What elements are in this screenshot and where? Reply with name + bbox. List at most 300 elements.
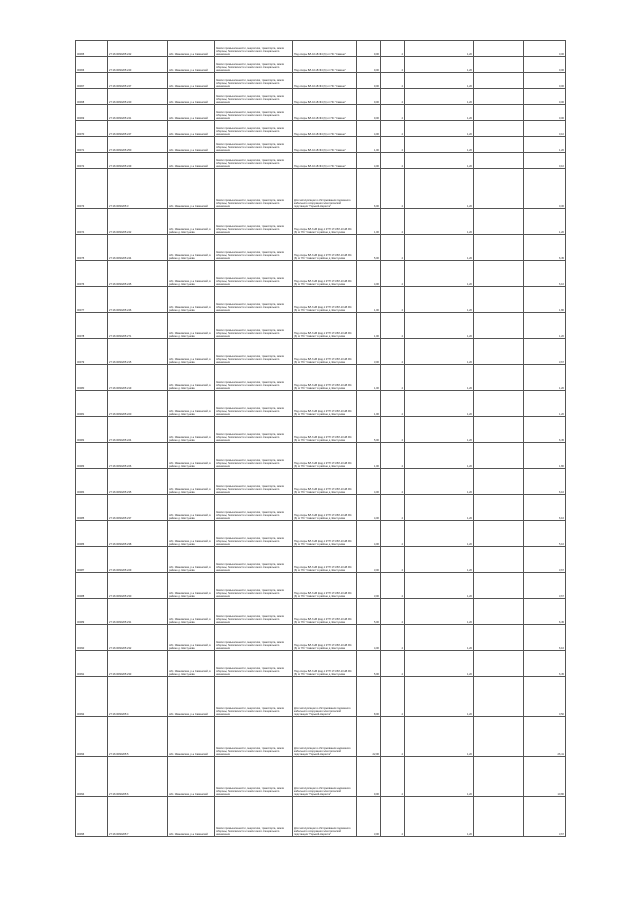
cell-total: 1,80: [524, 287, 566, 313]
cell-cadastral-number: 27:16:0060205:229: [108, 547, 168, 573]
cell-permitted-use: Под опоры ВЛ-6 кВ фид.1 КТП 171 ВЛ-10 кВ Ф4 (6) от ПС "Савино" в районе д. Шестунова: [293, 287, 357, 313]
cell-area: 1,00: [357, 443, 381, 469]
table-row: [76, 121, 566, 137]
cell-coefficient: 1,20: [405, 797, 474, 837]
cell-rate: 4: [381, 153, 405, 169]
table-row: [76, 757, 566, 797]
cell-area: 8,00: [357, 677, 381, 717]
cell-coefficient: 1,20: [405, 169, 474, 209]
table-row: [76, 339, 566, 365]
cell-cadastral-number: 27:16:0060205:271: [108, 313, 168, 339]
cell-address: обл. Ивановская, р-н Савинский: [168, 717, 215, 757]
cell-rate: 4: [381, 391, 405, 417]
cell-total: 3,67: [524, 339, 566, 365]
cell-row-number: 00081: [76, 391, 108, 417]
cell-extra: [474, 105, 524, 121]
cell-address: обл. Ивановская, р-н Савинский: [168, 757, 215, 797]
cell-row-number: 00070: [76, 121, 108, 137]
cell-coefficient: 1,20: [405, 41, 474, 57]
cell-row-number: 00077: [76, 287, 108, 313]
cell-total: 0,36: [524, 169, 566, 209]
cell-rate: 4: [381, 105, 405, 121]
cell-total: 1,20: [524, 209, 566, 235]
cell-coefficient: 1,20: [405, 599, 474, 625]
cell-permitted-use: Под опоры ВЛ-6 кВ фид.1 КТП 171 ВЛ-10 кВ Ф4 (6) от ПС "Савино" в районе д. Шестунова: [293, 235, 357, 261]
cell-coefficient: 1,20: [405, 261, 474, 287]
cell-permitted-use: Под опоры ВЛ-6 кВ фид.1 КТП 171 ВЛ-10 кВ Ф4 (6) от ПС "Савино" в районе д. Шестунова: [293, 365, 357, 391]
cell-total: 10,80: [524, 757, 566, 797]
cell-extra: [474, 73, 524, 89]
cell-land-category: Земли промышленности, энергетики, транспорта, земли обороны, безопасности и земли иного специального назначения: [215, 153, 293, 169]
cell-area: 9,00: [357, 105, 381, 121]
table-row: [76, 365, 566, 391]
cell-address: обл. Ивановская, р-н Савинский: [168, 137, 215, 153]
cell-total: 6,16: [524, 261, 566, 287]
cell-rate: 4: [381, 521, 405, 547]
cell-permitted-use: Для эксплуатации и обслуживания надземного кабельного сооружения электрической подстанции "Горький-Нерехта": [293, 717, 357, 757]
cell-land-category: Земли промышленности, энергетики, транспорта, земли обороны, безопасности и земли иного специального назначения: [215, 235, 293, 261]
cell-coefficient: 1,20: [405, 209, 474, 235]
cell-extra: [474, 235, 524, 261]
cell-permitted-use: Для эксплуатации и обслуживания подземного кабельного сооружения электрической подстанции "Горький-Нерехта": [293, 677, 357, 717]
cell-extra: [474, 339, 524, 365]
cell-row-number: 00084: [76, 469, 108, 495]
cell-address: обл. Ивановская, р-н Савинский, в районе д. Шестунова: [168, 287, 215, 313]
cell-cadastral-number: 27:16:0060205:215: [108, 339, 168, 365]
cell-cadastral-number: 27:16:0060205:230: [108, 573, 168, 599]
cell-extra: [474, 757, 524, 797]
cell-extra: [474, 651, 524, 677]
cell-rate: 4: [381, 757, 405, 797]
cell-address: обл. Ивановская, р-н Савинский: [168, 57, 215, 73]
cell-land-category: Земли промышленности, энергетики, транспорта, земли обороны, безопасности и земли иного специального назначения: [215, 573, 293, 599]
cell-extra: [474, 261, 524, 287]
cell-address: обл. Ивановская, р-н Савинский, в районе д. Шестунова: [168, 339, 215, 365]
cell-rate: 4: [381, 677, 405, 717]
land-plots-sheet: [75, 40, 565, 837]
cell-rate: 4: [381, 547, 405, 573]
cell-permitted-use: Под опоры ВЛ-10 кВ Ф4 (6) от ПС "Савино": [293, 57, 357, 73]
cell-cadastral-number: 27:16:0060205:246: [108, 287, 168, 313]
cell-land-category: Земли промышленности, энергетики, транспорта, земли обороны, безопасности и земли иного специального назначения: [215, 287, 293, 313]
cell-permitted-use: Под опоры ВЛ-10 кВ Ф4 (6) от ПС "Савино": [293, 137, 357, 153]
cell-coefficient: 1,20: [405, 121, 474, 137]
cell-coefficient: 1,20: [405, 573, 474, 599]
cell-permitted-use: Для эксплуатации и обслуживания подземного кабельного сооружения электрической подстанции "Горький-Нерехта": [293, 797, 357, 837]
cell-area: 4,00: [357, 261, 381, 287]
cell-address: обл. Ивановская, р-н Савинский: [168, 41, 215, 57]
cell-cadastral-number: 27:16:0060205:238: [108, 521, 168, 547]
cell-area: 1,00: [357, 209, 381, 235]
cell-coefficient: 1,20: [405, 313, 474, 339]
cell-rate: 4: [381, 261, 405, 287]
cell-address: обл. Ивановская, р-н Савинский, в районе д. Шестунова: [168, 547, 215, 573]
cell-extra: [474, 469, 524, 495]
cell-rate: 4: [381, 121, 405, 137]
cell-address: обл. Ивановская, р-н Савинский, в районе д. Шестунова: [168, 235, 215, 261]
cell-address: обл. Ивановская, р-н Савинский: [168, 121, 215, 137]
cell-extra: [474, 287, 524, 313]
cell-address: обл. Ивановская, р-н Савинский, в районе д. Шестунова: [168, 651, 215, 677]
cell-row-number: 00069: [76, 105, 108, 121]
cell-total: 1,20: [524, 365, 566, 391]
cell-permitted-use: Под опоры ВЛ-6 кВ фид.1 КТП 171 ВЛ-10 кВ Ф4 (6) от ПС "Савино" в районе д. Шестунова: [293, 495, 357, 521]
cell-rate: 4: [381, 235, 405, 261]
cell-permitted-use: Под опоры ВЛ-6 кВ фид.1 КТП 171 ВЛ-10 кВ Ф4 (6) от ПС "Савино" в районе д. Шестунова: [293, 547, 357, 573]
cell-permitted-use: Под опоры ВЛ-6 кВ фид.1 КТП 171 ВЛ-10 кВ Ф4 (6) от ПС "Савино" в районе д. Шестунова: [293, 469, 357, 495]
cell-row-number: 00074: [76, 209, 108, 235]
cell-extra: [474, 137, 524, 153]
cell-land-category: Земли промышленности, энергетики, транспорта, земли обороны, безопасности и земли иного специального назначения: [215, 121, 293, 137]
cell-permitted-use: Под опоры ВЛ-6 кВ фид.1 КТП 171 ВЛ-10 кВ Ф4 (6) от ПС "Савино" в районе д. Шестунова: [293, 651, 357, 677]
cell-extra: [474, 717, 524, 757]
cell-permitted-use: Под опоры ВЛ-6 кВ фид.1 КТП 171 ВЛ-10 кВ Ф4 (6) от ПС "Савино" в районе д. Шестунова: [293, 573, 357, 599]
cell-total: 6,45: [524, 599, 566, 625]
cell-area: 6,00: [357, 169, 381, 209]
cell-area: 4,00: [357, 469, 381, 495]
cell-row-number: 00078: [76, 313, 108, 339]
cell-rate: 4: [381, 73, 405, 89]
cell-area: 3,00: [357, 573, 381, 599]
cell-coefficient: 1,20: [405, 469, 474, 495]
cell-extra: [474, 677, 524, 717]
cell-extra: [474, 57, 524, 73]
cell-rate: 4: [381, 365, 405, 391]
cell-area: 5,00: [357, 651, 381, 677]
table-row: [76, 209, 566, 235]
cell-row-number: 00092: [76, 677, 108, 717]
cell-land-category: Земли промышленности, энергетики, транспорта, земли обороны, безопасности и земли иного специального назначения: [215, 41, 293, 57]
cell-permitted-use: Под опоры ВЛ-6 кВ фид.1 КТП 171 ВЛ-10 кВ Ф4 (6) от ПС "Савино" в районе д. Шестунова: [293, 417, 357, 443]
cell-area: 1,00: [357, 365, 381, 391]
table-row: [76, 469, 566, 495]
cell-area: 4,00: [357, 121, 381, 137]
cell-total: 6,16: [524, 495, 566, 521]
cell-row-number: 00082: [76, 417, 108, 443]
cell-area: 3,00: [357, 547, 381, 573]
cell-coefficient: 1,20: [405, 105, 474, 121]
cell-extra: [474, 443, 524, 469]
cell-land-category: Земли промышленности, энергетики, транспорта, земли обороны, безопасности и земли иного специального назначения: [215, 797, 293, 837]
cell-land-category: Земли промышленности, энергетики, транспорта, земли обороны, безопасности и земли иного специального назначения: [215, 57, 293, 73]
table-row: [76, 391, 566, 417]
cell-address: обл. Ивановская, р-н Савинский: [168, 677, 215, 717]
cell-row-number: 00085: [76, 495, 108, 521]
cell-row-number: 00088: [76, 573, 108, 599]
cell-cadastral-number: 27:16:0060205:247: [108, 73, 168, 89]
cell-permitted-use: Под опоры ВЛ-6 кВ фид.1 КТП 171 ВЛ-10 кВ Ф4 (6) от ПС "Савино" в районе д. Шестунова: [293, 339, 357, 365]
cell-row-number: 00091: [76, 651, 108, 677]
table-row: [76, 169, 566, 209]
cell-area: 22,00: [357, 717, 381, 757]
cell-row-number: 00065: [76, 41, 108, 57]
cell-coefficient: 1,20: [405, 651, 474, 677]
cell-coefficient: 1,20: [405, 89, 474, 105]
cell-coefficient: 1,20: [405, 365, 474, 391]
cell-coefficient: 1,20: [405, 495, 474, 521]
cell-rate: 4: [381, 169, 405, 209]
cell-land-category: Земли промышленности, энергетики, транспорта, земли обороны, безопасности и земли иного специального назначения: [215, 73, 293, 89]
cell-row-number: 00080: [76, 365, 108, 391]
cell-row-number: 00087: [76, 547, 108, 573]
cell-area: 5,00: [357, 235, 381, 261]
cell-address: обл. Ивановская, р-н Савинский, в районе д. Шестунова: [168, 209, 215, 235]
table-body: [76, 41, 566, 837]
cell-rate: 4: [381, 57, 405, 73]
cell-cadastral-number: 27:16:0060205:5: [108, 717, 168, 757]
cell-total: 0,10: [524, 121, 566, 137]
cell-land-category: Земли промышленности, энергетики, транспорта, земли обороны, безопасности и земли иного специального назначения: [215, 105, 293, 121]
table-row: [76, 89, 566, 105]
cell-land-category: Земли промышленности, энергетики, транспорта, земли обороны, безопасности и земли иного специального назначения: [215, 717, 293, 757]
cell-cadastral-number: 27:16:0060205:3: [108, 169, 168, 209]
cell-rate: 4: [381, 339, 405, 365]
cell-permitted-use: Под опоры ВЛ-10 кВ Ф4 (6) от ПС "Савино": [293, 153, 357, 169]
cell-cadastral-number: 27:16:0060205:7: [108, 797, 168, 837]
cell-row-number: 00079: [76, 339, 108, 365]
cell-address: обл. Ивановская, р-н Савинский: [168, 105, 215, 121]
cell-address: обл. Ивановская, р-н Савинский, в районе д. Шестунова: [168, 521, 215, 547]
cell-row-number: 00075: [76, 235, 108, 261]
cell-row-number: 00071: [76, 137, 108, 153]
cell-rate: 4: [381, 287, 405, 313]
cell-land-category: Земли промышленности, энергетики, транспорта, земли обороны, безопасности и земли иного специального назначения: [215, 261, 293, 287]
cell-area: 1,00: [357, 287, 381, 313]
cell-coefficient: 1,20: [405, 57, 474, 73]
table-row: [76, 599, 566, 625]
cell-cadastral-number: 27:16:0060205:237: [108, 495, 168, 521]
cell-rate: 4: [381, 417, 405, 443]
cell-cadastral-number: 27:16:0060205:245: [108, 261, 168, 287]
cell-area: 9,00: [357, 41, 381, 57]
cell-coefficient: 1,20: [405, 443, 474, 469]
cell-extra: [474, 547, 524, 573]
cell-permitted-use: Под опоры ВЛ-10 кВ Ф4 (6) от ПС "Савино": [293, 89, 357, 105]
cell-cadastral-number: 27:16:0060205:233: [108, 651, 168, 677]
cell-row-number: 00093: [76, 717, 108, 757]
cell-total: 0,06: [524, 73, 566, 89]
cell-land-category: Земли промышленности, энергетики, транспорта, земли обороны, безопасности и земли иного специального назначения: [215, 417, 293, 443]
table-row: [76, 417, 566, 443]
cell-total: 0,06: [524, 41, 566, 57]
cell-cadastral-number: 27:16:0060205:231: [108, 599, 168, 625]
table-row: [76, 235, 566, 261]
table-row: [76, 651, 566, 677]
cell-cadastral-number: 27:16:0060205:235: [108, 469, 168, 495]
cell-land-category: Земли промышленности, энергетики, транспорта, земли обороны, безопасности и земли иного специального назначения: [215, 209, 293, 235]
cell-total: 6,45: [524, 651, 566, 677]
cell-rate: 4: [381, 89, 405, 105]
cell-land-category: Земли промышленности, энергетики, транспорта, земли обороны, безопасности и земли иного специального назначения: [215, 365, 293, 391]
cell-coefficient: 1,20: [405, 521, 474, 547]
cell-permitted-use: Под опоры ВЛ-6 кВ фид.1 КТП 171 ВЛ-10 кВ Ф4 (6) от ПС "Савино" в районе д. Шестунова: [293, 443, 357, 469]
cell-cadastral-number: 27:16:0060205:224: [108, 417, 168, 443]
cell-address: обл. Ивановская, р-н Савинский: [168, 169, 215, 209]
cell-extra: [474, 573, 524, 599]
cell-rate: 4: [381, 41, 405, 57]
table-row: [76, 443, 566, 469]
cell-total: 0,06: [524, 89, 566, 105]
cell-land-category: Земли промышленности, энергетики, транспорта, земли обороны, безопасности и земли иного специального назначения: [215, 677, 293, 717]
cell-extra: [474, 41, 524, 57]
cell-rate: 4: [381, 599, 405, 625]
cell-land-category: Земли промышленности, энергетики, транспорта, земли обороны, безопасности и земли иного специального назначения: [215, 469, 293, 495]
cell-rate: 4: [381, 797, 405, 837]
cell-total: 3,67: [524, 797, 566, 837]
cell-coefficient: 1,20: [405, 339, 474, 365]
cell-area: 4,00: [357, 521, 381, 547]
cell-row-number: 00086: [76, 521, 108, 547]
cell-coefficient: 1,20: [405, 73, 474, 89]
cell-permitted-use: Для эксплуатации и обслуживания подземного кабельного сооружения электрической подстанции "Горький-Нерехта": [293, 169, 357, 209]
cell-area: 5,00: [357, 417, 381, 443]
cell-cadastral-number: 27:16:0060205:220: [108, 391, 168, 417]
cell-address: обл. Ивановская, р-н Савинский: [168, 797, 215, 837]
cell-total: 0,10: [524, 153, 566, 169]
cell-permitted-use: Под опоры ВЛ-10 кВ Ф4 (6) от ПС "Савино": [293, 73, 357, 89]
cell-row-number: 00073: [76, 169, 108, 209]
cell-coefficient: 1,20: [405, 677, 474, 717]
cell-area: 3,00: [357, 797, 381, 837]
cell-land-category: Земли промышленности, энергетики, транспорта, земли обороны, безопасности и земли иного специального назначения: [215, 137, 293, 153]
cell-total: 26,41: [524, 717, 566, 757]
cell-address: обл. Ивановская, р-н Савинский, в районе д. Шестунова: [168, 469, 215, 495]
cell-extra: [474, 797, 524, 837]
cell-rate: 4: [381, 209, 405, 235]
cell-area: 1,00: [357, 137, 381, 153]
cell-total: 3,67: [524, 547, 566, 573]
cell-area: 9,00: [357, 757, 381, 797]
cell-cadastral-number: 27:16:0060205:6: [108, 757, 168, 797]
cell-total: 1,20: [524, 137, 566, 153]
cell-cadastral-number: 27:16:0060205:247: [108, 121, 168, 137]
cell-total: 5,16: [524, 521, 566, 547]
cell-cadastral-number: 27:16:0060205:242: [108, 41, 168, 57]
cell-row-number: 00095: [76, 797, 108, 837]
cell-row-number: 00089: [76, 599, 108, 625]
table-row: [76, 495, 566, 521]
cell-address: обл. Ивановская, р-н Савинский, в районе д. Шестунова: [168, 417, 215, 443]
cell-rate: 4: [381, 495, 405, 521]
table-row: [76, 287, 566, 313]
table-row: [76, 153, 566, 169]
cell-land-category: Земли промышленности, энергетики, транспорта, земли обороны, безопасности и земли иного специального назначения: [215, 521, 293, 547]
cell-address: обл. Ивановская, р-н Савинский, в районе д. Шестунова: [168, 599, 215, 625]
cell-area: 4,00: [357, 153, 381, 169]
cell-permitted-use: Под опоры ВЛ-6 кВ фид.1 КТП 171 ВЛ-10 кВ Ф4 (6) от ПС "Савино" в районе д. Шестунова: [293, 599, 357, 625]
table-row: [76, 521, 566, 547]
cell-coefficient: 1,20: [405, 235, 474, 261]
cell-row-number: 00094: [76, 757, 108, 797]
cell-address: обл. Ивановская, р-н Савинский, в районе д. Шестунова: [168, 365, 215, 391]
cell-cadastral-number: 27:16:0060205:250: [108, 137, 168, 153]
cell-permitted-use: Под опоры ВЛ-6 кВ фид.1 КТП 171 ВЛ-10 кВ Ф4 (6) от ПС "Савино" в районе д. Шестунова: [293, 261, 357, 287]
cell-land-category: Земли промышленности, энергетики, транспорта, земли обороны, безопасности и земли иного специального назначения: [215, 89, 293, 105]
table-row: [76, 677, 566, 717]
table-row: [76, 717, 566, 757]
cell-total: 0,50: [524, 677, 566, 717]
cell-rate: 4: [381, 651, 405, 677]
cell-row-number: 00066: [76, 57, 108, 73]
cell-rate: 4: [381, 573, 405, 599]
land-plots-table: [75, 40, 566, 837]
cell-address: обл. Ивановская, р-н Савинский, в районе д. Шестунова: [168, 625, 215, 651]
cell-row-number: 00083: [76, 443, 108, 469]
cell-address: обл. Ивановская, р-н Савинский, в районе д. Шестунова: [168, 391, 215, 417]
cell-extra: [474, 391, 524, 417]
cell-land-category: Земли промышленности, энергетики, транспорта, земли обороны, безопасности и земли иного специального назначения: [215, 443, 293, 469]
cell-land-category: Земли промышленности, энергетики, транспорта, земли обороны, безопасности и земли иного специального назначения: [215, 625, 293, 651]
cell-rate: 4: [381, 137, 405, 153]
cell-coefficient: 1,20: [405, 137, 474, 153]
cell-cadastral-number: 27:16:0060205:243: [108, 57, 168, 73]
cell-cadastral-number: 27:16:0060205:240: [108, 89, 168, 105]
cell-land-category: Земли промышленности, энергетики, транспорта, земли обороны, безопасности и земли иного специального назначения: [215, 495, 293, 521]
cell-coefficient: 1,20: [405, 417, 474, 443]
cell-permitted-use: Под опоры ВЛ-10 кВ Ф4 (6) от ПС "Савино": [293, 41, 357, 57]
cell-row-number: 00076: [76, 261, 108, 287]
cell-total: 6,45: [524, 235, 566, 261]
cell-cadastral-number: 27:16:0060205:4: [108, 677, 168, 717]
cell-total: 0,06: [524, 57, 566, 73]
cell-cadastral-number: 27:16:0060205:242: [108, 209, 168, 235]
cell-extra: [474, 495, 524, 521]
cell-area: 9,00: [357, 73, 381, 89]
cell-permitted-use: Под опоры ВЛ-10 кВ Ф4 (6) от ПС "Савино": [293, 105, 357, 121]
table-row: [76, 73, 566, 89]
cell-coefficient: 1,20: [405, 153, 474, 169]
cell-area: 1,00: [357, 391, 381, 417]
cell-cadastral-number: 27:16:0060205:241: [108, 105, 168, 121]
table-row: [76, 547, 566, 573]
cell-address: обл. Ивановская, р-н Савинский, в районе д. Шестунова: [168, 261, 215, 287]
cell-total: 1,80: [524, 443, 566, 469]
cell-address: обл. Ивановская, р-н Савинский: [168, 73, 215, 89]
cell-permitted-use: Под опоры ВЛ-6 кВ фид.1 КТП 171 ВЛ-10 кВ Ф4 (6) от ПС "Савино" в районе д. Шестунова: [293, 391, 357, 417]
cell-extra: [474, 417, 524, 443]
cell-permitted-use: Под опоры ВЛ-6 кВ фид.1 КТП 171 ВЛ-10 кВ Ф4 (6) от ПС "Савино" в районе д. Шестунова: [293, 209, 357, 235]
cell-area: 4,00: [357, 495, 381, 521]
cell-area: 3,00: [357, 339, 381, 365]
cell-coefficient: 1,20: [405, 717, 474, 757]
cell-land-category: Земли промышленности, энергетики, транспорта, земли обороны, безопасности и земли иного специального назначения: [215, 757, 293, 797]
cell-area: 1,00: [357, 313, 381, 339]
cell-coefficient: 1,20: [405, 547, 474, 573]
cell-area: 4,00: [357, 625, 381, 651]
cell-total: 6,45: [524, 417, 566, 443]
cell-extra: [474, 599, 524, 625]
cell-extra: [474, 169, 524, 209]
cell-cadastral-number: 27:16:0060205:249: [108, 153, 168, 169]
cell-rate: 4: [381, 469, 405, 495]
cell-row-number: 00090: [76, 625, 108, 651]
cell-land-category: Земли промышленности, энергетики, транспорта, земли обороны, безопасности и земли иного специального назначения: [215, 547, 293, 573]
cell-rate: 4: [381, 717, 405, 757]
cell-coefficient: 1,20: [405, 391, 474, 417]
cell-address: обл. Ивановская, р-н Савинский, в районе д. Шестунова: [168, 313, 215, 339]
cell-row-number: 00067: [76, 73, 108, 89]
cell-permitted-use: Для эксплуатации и обслуживания надземного кабельного сооружения электрической подстанции "Горький-Нерехта": [293, 757, 357, 797]
cell-land-category: Земли промышленности, энергетики, транспорта, земли обороны, безопасности и земли иного специального назначения: [215, 313, 293, 339]
cell-cadastral-number: 27:16:0060205:226: [108, 443, 168, 469]
table-row: [76, 261, 566, 287]
table-row: [76, 137, 566, 153]
cell-land-category: Земли промышленности, энергетики, транспорта, земли обороны, безопасности и земли иного специального назначения: [215, 651, 293, 677]
cell-coefficient: 1,20: [405, 757, 474, 797]
table-row: [76, 105, 566, 121]
cell-extra: [474, 521, 524, 547]
cell-land-category: Земли промышленности, энергетики, транспорта, земли обороны, безопасности и земли иного специального назначения: [215, 391, 293, 417]
